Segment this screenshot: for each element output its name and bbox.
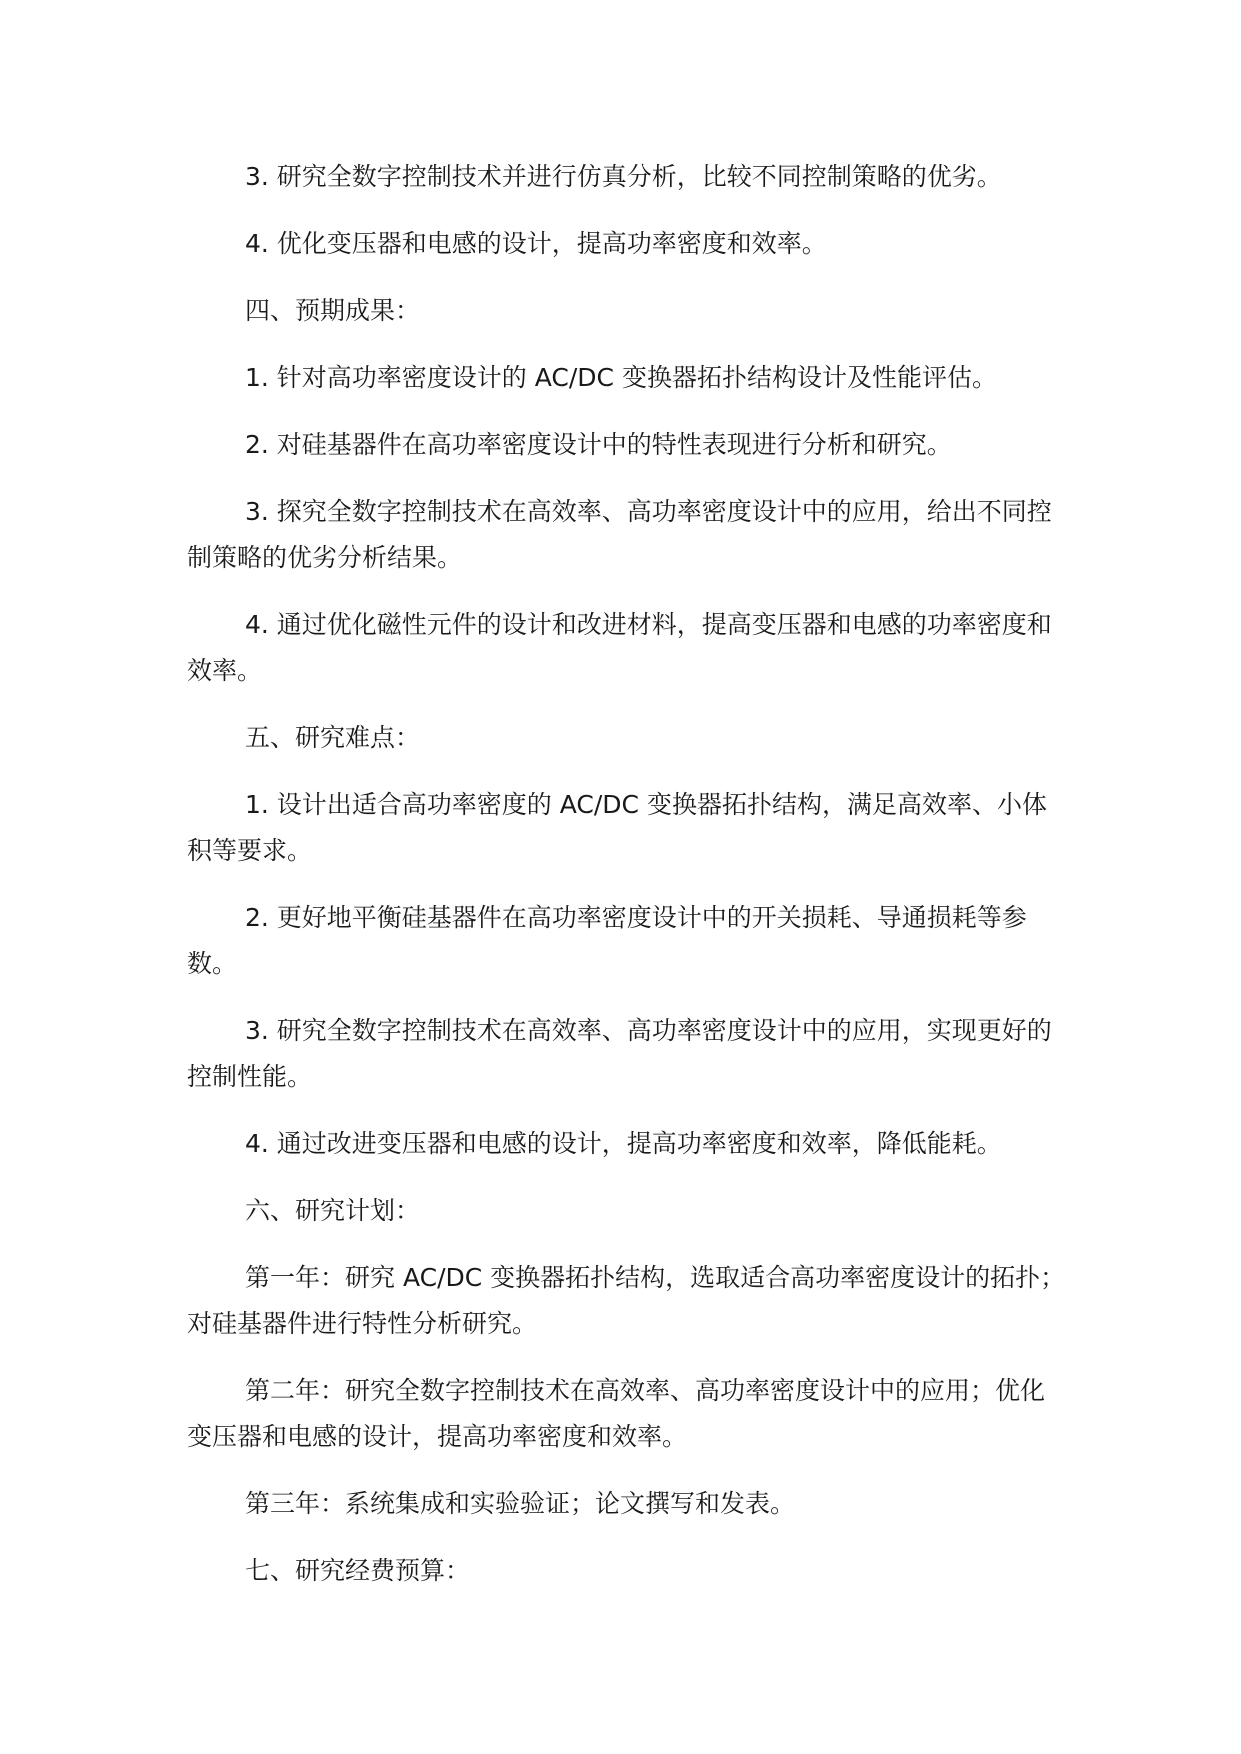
paragraph-result-1: 1. 针对高功率密度设计的 AC/DC 变换器拓扑结构设计及性能评估。 bbox=[245, 363, 997, 392]
paragraph-result-4: 4. 通过优化磁性元件的设计和改进材料，提高变压器和电感的功率密度和效率。 bbox=[187, 610, 1052, 685]
paragraph-result-2: 2. 对硅基器件在高功率密度设计中的特性表现进行分析和研究。 bbox=[245, 430, 952, 459]
paragraph-difficulty-1: 1. 设计出适合高功率密度的 AC/DC 变换器拓扑结构，满足高效率、小体积等要求。 bbox=[187, 790, 1047, 865]
paragraph-result-3: 3. 探究全数字控制技术在高效率、高功率密度设计中的应用，给出不同控制策略的优劣分析结果。 bbox=[187, 497, 1052, 572]
heading-research-budget: 七、研究经费预算： bbox=[245, 1556, 471, 1585]
heading-expected-results: 四、预期成果： bbox=[245, 296, 421, 325]
heading-research-difficulties: 五、研究难点： bbox=[245, 723, 421, 752]
paragraph-plan-year-1: 第一年：研究 AC/DC 变换器拓扑结构，选取适合高功率密度设计的拓扑；对硅基器件进行特性分析研究。 bbox=[187, 1263, 1066, 1338]
paragraph-difficulty-2: 2. 更好地平衡硅基器件在高功率密度设计中的开关损耗、导通损耗等参数。 bbox=[187, 903, 1027, 978]
paragraph-plan-year-2: 第二年：研究全数字控制技术在高效率、高功率密度设计中的应用；优化变压器和电感的设计，提高功率密度和效率。 bbox=[187, 1376, 1046, 1451]
paragraph-goal-3: 3. 研究全数字控制技术并进行仿真分析，比较不同控制策略的优劣。 bbox=[245, 162, 1002, 191]
paragraph-goal-4: 4. 优化变压器和电感的设计，提高功率密度和效率。 bbox=[245, 229, 827, 258]
paragraph-difficulty-3: 3. 研究全数字控制技术在高效率、高功率密度设计中的应用，实现更好的控制性能。 bbox=[187, 1016, 1052, 1091]
document-body bbox=[187, 154, 1067, 1615]
paragraph-plan-year-3: 第三年：系统集成和实验验证；论文撰写和发表。 bbox=[245, 1489, 796, 1518]
paragraph-difficulty-4: 4. 通过改进变压器和电感的设计，提高功率密度和效率，降低能耗。 bbox=[245, 1129, 1002, 1158]
heading-research-plan: 六、研究计划： bbox=[245, 1196, 421, 1225]
